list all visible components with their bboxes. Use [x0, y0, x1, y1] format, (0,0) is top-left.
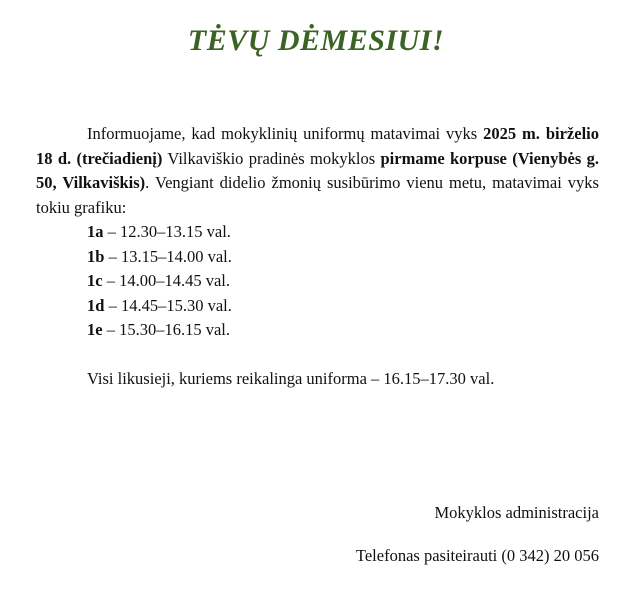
intro-text-1: Informuojame, kad mokyklinių uniformų matavimai vyks	[87, 124, 484, 143]
page-title: TĖVŲ DĖMESIUI!	[187, 24, 445, 57]
schedule-time: – 14.00–14.45 val.	[102, 271, 230, 290]
notice-body	[36, 122, 599, 392]
schedule-time: – 14.45–15.30 val.	[104, 295, 232, 315]
schedule-item	[87, 220, 599, 245]
spacer	[36, 343, 599, 368]
signature: Mokyklos administracija	[434, 503, 599, 522]
schedule-list	[36, 220, 599, 343]
schedule-group: 1b	[87, 246, 105, 266]
schedule-time: – 12.30–13.15 val.	[103, 222, 231, 241]
schedule-time: – 13.15–14.00 val.	[104, 246, 232, 266]
intro-location: pirmame korpuse (Vienybės g. 50, Vilkaviškis)	[36, 148, 599, 192]
schedule-group: 1a	[87, 222, 104, 241]
contact-phone: Telefonas pasiteirauti (0 342) 20 056	[355, 546, 599, 565]
intro-text-2: Vilkaviškio pradinės mokyklos	[162, 148, 381, 168]
schedule-item	[87, 269, 599, 294]
schedule-time: – 15.30–16.15 val.	[102, 320, 230, 339]
schedule-item	[87, 294, 599, 319]
intro-date: 2025 m. birželio 18 d. (trečiadienį)	[36, 124, 599, 168]
schedule-item	[87, 245, 599, 270]
intro-paragraph	[36, 122, 599, 220]
intro-text-3: . Vengiant didelio žmonių susibūrimo vienu metu, matavimai vyks tokiu grafiku:	[36, 173, 599, 217]
others-paragraph: Visi likusieji, kuriems reikalinga uniforma – 16.15–17.30 val.	[87, 369, 495, 388]
schedule-group: 1c	[87, 271, 103, 290]
schedule-group: 1d	[87, 295, 105, 315]
schedule-group: 1e	[87, 320, 103, 339]
schedule-item	[87, 318, 599, 343]
